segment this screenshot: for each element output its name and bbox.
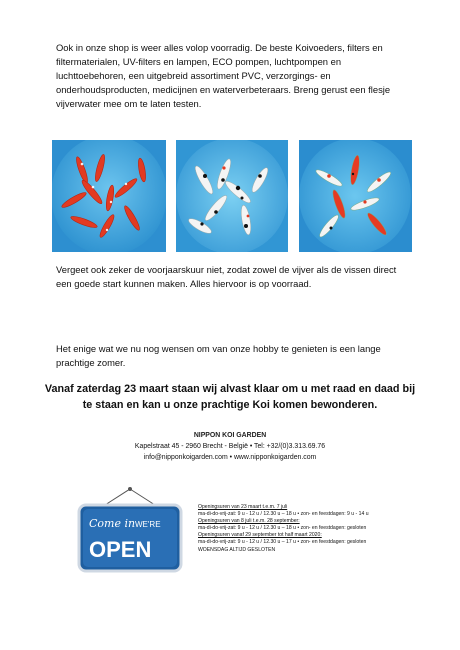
company-address: Kapelstraat 45 - 2960 Brecht - België • Tel: +32/(0)3.313.69.76: [134, 443, 326, 450]
koi-photo-red: [52, 140, 166, 252]
announcement: Vanaf zaterdag 23 maart staan wij alvast klaar om u met raad en daad bij te staan en kan u onze prachtige Koi komen bewonderen.: [44, 383, 416, 411]
sign-line3: OPEN: [89, 537, 152, 562]
company-contact: info@nipponkoigarden.com • www.nipponkoigarden.com: [143, 454, 317, 461]
wish-paragraph: Het enige wat we nu nog wensen om van onze hobby te genieten is een lange prachtige zomer.: [56, 343, 381, 368]
hours-row-2: ma-di-do-vrij-zat: 9 u - 12 u / 12.30 u – 18 u • zon- en feestdagen: gesloten: [198, 525, 367, 532]
hours-wednesday: WOENSDAG ALTIJD GESLOTEN: [198, 546, 276, 553]
intro-paragraph: Ook in onze shop is weer alles volop voorradig. De beste Koivoeders, filters en filtermaterialen, UV-filters en lampen, ECO pompen, luchtpompen en luchttoebehoren, een uitgebreid assortiment PVC, verzorgings- en onderhoudsproducten, medicijnen en waterverbeteraars. Breng gerust een flesje vijverwater mee om te laten testen.: [56, 42, 391, 109]
sign-line2: WE'RE: [135, 520, 161, 529]
sign-line1: Come in: [89, 517, 136, 530]
company-info: [110, 430, 350, 463]
hours-heading-3: Openingsuren vanaf 29 september tot half maart 2020:: [198, 532, 322, 539]
spring-paragraph: Vergeet ook zeker de voorjaarskuur niet, zodat zowel de vijver als de vissen direct een goede start kunnen maken. Alles hiervoor is op voorraad.: [56, 264, 397, 289]
koi-photo-white-black: [176, 140, 288, 252]
hours-row-3: ma-di-do-vrij-zat: 9 u - 12 u / 12.30 u – 17 u • zon- en feestdagen: gesloten: [198, 539, 367, 546]
company-name: NIPPON KOI GARDEN: [193, 432, 267, 439]
koi-photo-row: [52, 140, 412, 252]
hours-row-1: ma-di-do-vrij-zat: 9 u - 12 u / 12.30 u – 18 u • zon- en feestdagen: 9 u - 14 u: [198, 511, 369, 518]
hours-heading-2: Openingsuren van 8 juli t.e.m. 28 september:: [198, 518, 300, 525]
opening-hours: [198, 504, 438, 554]
koi-photo-mixed: [299, 140, 412, 252]
open-sign-image: [75, 487, 185, 577]
hours-heading-1: Openingsuren van 23 maart t.e.m. 7 juli: [198, 504, 288, 510]
